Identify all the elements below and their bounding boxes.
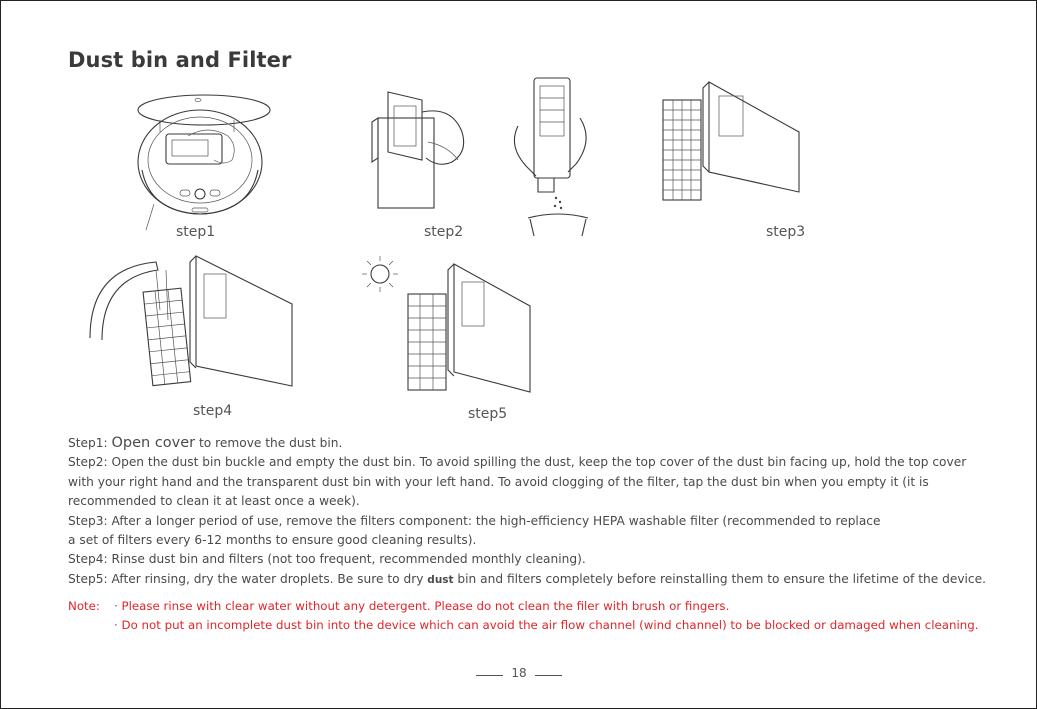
step5-emphasis: dust xyxy=(427,573,454,586)
instructions xyxy=(68,434,1018,590)
note-line-1: · Please rinse with clear water without any detergent. Please do not clean the filer with brush or fingers. xyxy=(114,599,730,613)
step2-line3: recommended to clean it at least once a week). xyxy=(68,494,360,509)
note-label: Note: xyxy=(68,599,100,613)
step3-illustration xyxy=(655,72,810,207)
footer-rule-left xyxy=(476,675,503,676)
page-number: 18 xyxy=(511,666,527,680)
step1-emphasis: Open cover xyxy=(111,435,196,451)
step2-illustration-open xyxy=(368,82,478,212)
step2-line2: with your right hand and the transparent dust bin with your left hand. To avoid clogging of the filter, tap the dust bin when you empty it (it is xyxy=(68,474,929,489)
step1-text xyxy=(68,434,1018,453)
step5-rest: bin and filters completely before reinstalling them to ensure the lifetime of the device. xyxy=(453,571,986,586)
step5-text xyxy=(68,570,1018,590)
step5-illustration xyxy=(358,254,533,399)
step4-illustration xyxy=(86,248,296,408)
step5-label: step5 xyxy=(468,406,508,422)
step1-label: step1 xyxy=(176,224,216,240)
step2-label: step2 xyxy=(424,224,464,240)
page-title: Dust bin and Filter xyxy=(68,48,292,72)
step3-line1: Step3: After a longer period of use, remove the filters component: the high-efficiency HEPA washable filter (recommended to replace xyxy=(68,513,881,528)
step1-illustration xyxy=(130,90,280,240)
page-footer xyxy=(476,666,562,684)
note-line-2: · Do not put an incomplete dust bin into the device which can avoid the air flow channel (wind channel) to be blocked or damaged when cleaning. xyxy=(114,618,979,632)
step4-text: Step4: Rinse dust bin and filters (not too frequent, recommended monthly cleaning). xyxy=(68,552,586,567)
step5-prefix: Step5: After rinsing, dry the water droplets. Be sure to dry xyxy=(68,571,428,586)
step3-line2: a set of filters every 6-12 months to ensure good cleaning results). xyxy=(68,533,477,548)
step2-illustration-empty xyxy=(500,72,600,237)
step1-prefix: Step1: xyxy=(68,436,112,450)
step3-label: step3 xyxy=(766,224,806,240)
footer-rule-right xyxy=(535,675,562,676)
step1-rest: to remove the dust bin. xyxy=(195,436,343,450)
step4-label: step4 xyxy=(193,403,233,419)
step2-line1: Step2: Open the dust bin buckle and empty the dust bin. To avoid spilling the dust, keep the top cover of the dust bin facing up, hold the top cover xyxy=(68,455,967,470)
